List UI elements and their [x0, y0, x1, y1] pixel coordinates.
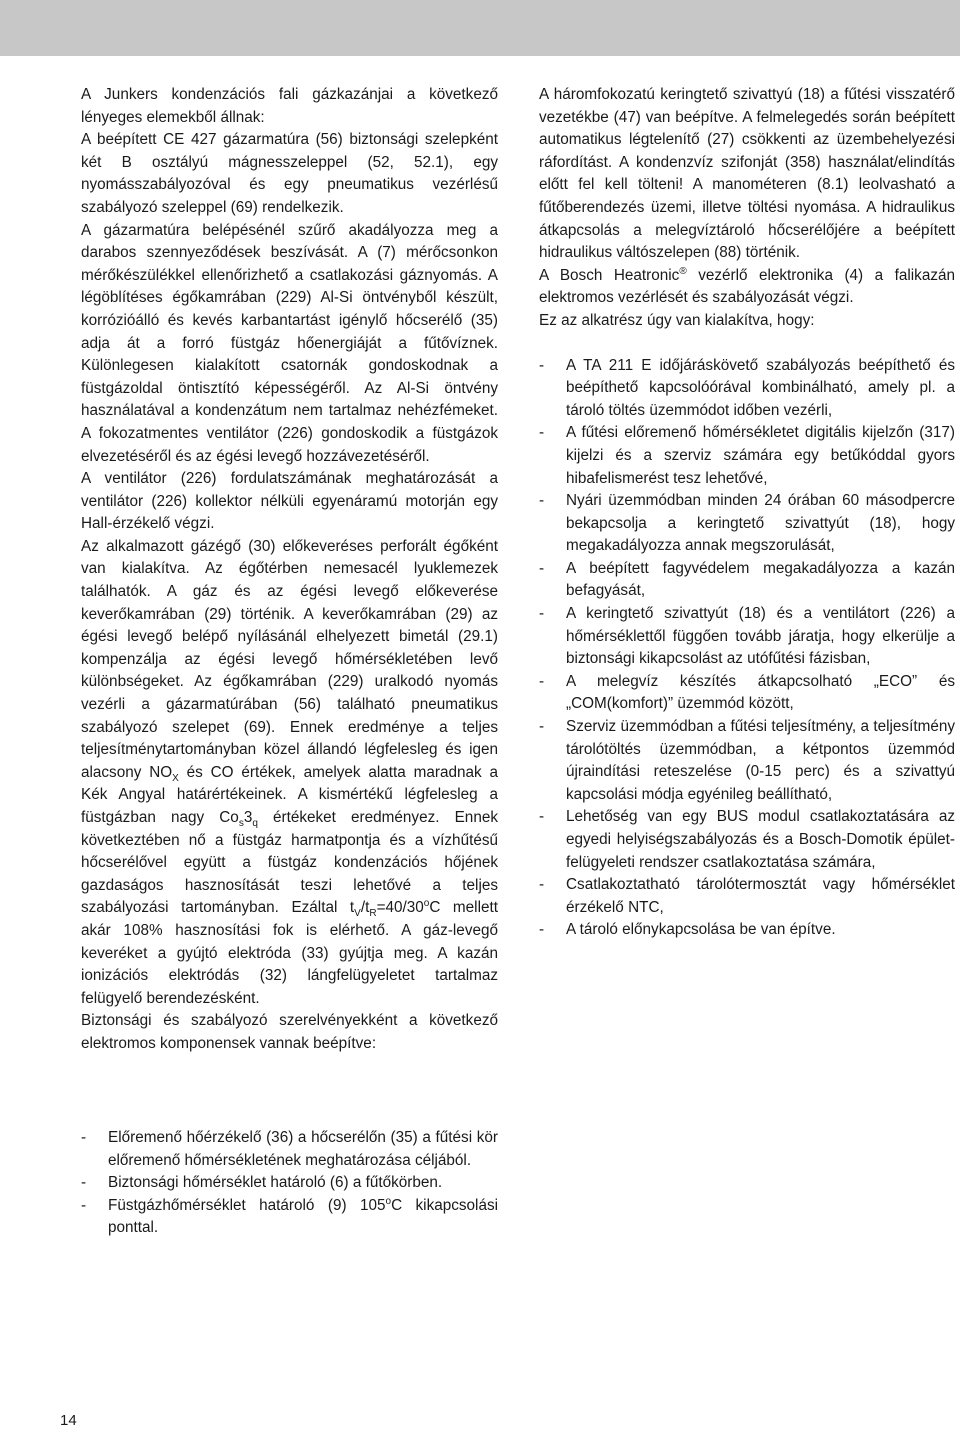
intro-paragraph: A Junkers kondenzációs fali gázkazánjai a következő lényeges elemekből állnak: — [81, 86, 498, 126]
list-item: - Füstgázhőmérséklet határoló (9) 105$^o$C kikapcsolási ponttal. — [81, 1195, 498, 1237]
left-components-list — [81, 1127, 498, 1240]
burner-paragraph: Az alkalmazott gázégő (30) előkeveréses perforált égőként van kialakítva. Az égőtérben nemesacél lyuklemezek találhatók. A gáz és az égési levegő előkeverése keverőkamrában (29) történik. A keverőkamrában (29) az égési levegő belépő nyílásánál elhelyezett bimetál (29.1) kompenzálja az égési levegő hőmérsékletében levő különbségeket. Az égőkamrában (229) uralkodó nyomás vezérli a gázarmatúrában (56) található pneumatikus szabályozó szelepet (69). Ennek eredménye a teljes teljesítménytartományban közel állandó légfelesleg és igen alacsony $NO_X$ és CO értékek, amelyek alatta maradnak a Kék Angyal határértékeinek. A kismértékű légfelesleg a füstgázban nagy $Co_s3_q$ értékeket eredményez. Ennek következtében nő a füstgáz harmatpontja és a vízhűtésű hőcserélővel együtt a füstgáz kondenzációs hőjének gazdaságos hasznosítását teszi lehetővé a teljes szabályozási tartományban. Ezáltal $t_V/t_R=40/30^oC$ mellett akár 108% hasznosítási fok is elérhető. A gáz-levegő keveréket a gyújtó elektróda (33) gyújtja meg. A kazán ionizációs elektródás (32) lángfelügyeletet tartalmaz felügyelő berendezésként. — [81, 537, 498, 1007]
right-column — [539, 84, 955, 942]
components-intro-paragraph: Biztonsági és szabályozó szerelvényekként a következő elektromos komponensek vannak beépítve: — [81, 1012, 498, 1052]
page-number: 14 — [60, 1412, 77, 1429]
list-item: - A beépített fagyvédelem megakadályozza a kazán befagyását, — [539, 559, 955, 600]
list-item: - Biztonsági hőmérséklet határoló (6) a fűtőkörben. — [81, 1174, 443, 1192]
fan-paragraph: A ventilátor (226) fordulatszámának meghatározását a ventilátor (226) kollektor nélküli egyenáramú motorján egy Hall-érzékelő végzi. — [81, 470, 498, 533]
heat-exchanger-paragraph: A gázarmatúra belépésénél szűrő akadályozza meg a darabos szennyeződések beszívását. A (7) mérőcsonkon mérőkészülékkel ellenőrizhető a csatlakozási gáznyomás. A légöblítéses égőkamrában (229) Al-Si öntvényből készült, korrózióálló és kevés karbantartást igénylő hőcserélő (35) adja át a forró füstgáz hőenergiáját a fűtővíznek. Különlegesen kialakított csatornák gondoskodnak a füstgázoldal öntisztító képességéről. Az Al-Si öntvény használatával a kondenzátum nem tartalmaz nehézfémeket. A fokozatmentes ventilátor (226) gondoskodik a füstgázok elvezetéséről és az égési levegő hozzávezetéséről. — [81, 221, 498, 465]
list-item: - Előremenő hőérzékelő (36) a hőcserélőn (35) a fűtési kör előremenő hőmérsékletének meghatározása céljából. — [81, 1129, 498, 1169]
list-item: - Csatlakoztatható tárolótermosztát vagy hőmérséklet érzékelő NTC, — [539, 876, 955, 916]
features-list — [539, 355, 955, 942]
list-item: - Nyári üzemmódban minden 24 órában 60 másodpercre bekapcsolja a keringtető szivattyút (18), hogy megakadályozza annak megszorulását, — [539, 492, 955, 555]
list-item: - Lehetőség van egy BUS modul csatlakoztatására az egyedi helyiségszabályozás és a Bosch-Domotik épület-felügyeleti rendszer csatlakoztatása számára, — [539, 808, 955, 871]
list-item: - A tároló előnykapcsolása be van építve. — [539, 921, 836, 939]
pump-paragraph: A háromfokozatú keringtető szivattyú (18) a fűtési visszatérő vezetékbe (47) van beépítve. A felmelegedés során beépített automatikus légtelenítő (27) csökkenti az üzembehelyezési ráfordítást. A kondenzvíz szifonját (358) használat/elindítás előtt fel kell tölteni! A manométeren (8.1) leolvasható a fűtőberendezés üzemi, illetve töltési nyomása. A hidraulikus átkapcsolás a melegvíztároló hőcserélőjére a beépített hidraulikus váltószelepen (88) történik. — [539, 86, 955, 262]
left-column — [81, 84, 498, 1056]
list-item: - Szerviz üzemmódban a fűtési teljesítmény, a teljesítmény tárolótöltés üzemmódban, a kétpontos üzemmód újraindítási reteszelése (0-15 perc) és a szivattyú kapcsolási módja egyénileg beállítható, — [539, 718, 955, 803]
heatronic-paragraph: A Bosch Heatronic® vezérlő elektronika (4) a falikazán elektromos vezérlését és szabályozását végzi. — [539, 265, 955, 307]
gas-valve-paragraph: A beépített CE 427 gázarmatúra (56) biztonsági szelepként két B osztályú mágnesszeleppel (52, 52.1), egy nyomásszabályozóval és egy pneumatikus vezérlésű szabályozó szeleppel (69) rendelkezik. — [81, 131, 498, 216]
list-item: - A TA 211 E időjáráskövető szabályozás beépíthető és beépíthető kapcsolóórával kombinálható, amely pl. a tároló töltés üzemmódot időben vezérli, — [539, 356, 955, 419]
list-item: - A keringtető szivattyút (18) és a ventilátort (226) a hőmérséklettől függően tovább járatja, hogy elkerülje a biztonsági kikapcsolást az utófűtési fázisban, — [539, 605, 955, 668]
list-item: - A fűtési előremenő hőmérsékletet digitális kijelzőn (317) kijelzi és a szerviz számára egy betűkóddal gyors hibafelismerést tesz lehetővé, — [539, 424, 955, 487]
header-band — [0, 0, 960, 56]
features-intro-paragraph: Ez az alkatrész úgy van kialakítva, hogy: — [539, 311, 815, 329]
list-item: - A melegvíz készítés átkapcsolható „ECO” és „COM(komfort)” üzemmód között, — [539, 672, 955, 713]
